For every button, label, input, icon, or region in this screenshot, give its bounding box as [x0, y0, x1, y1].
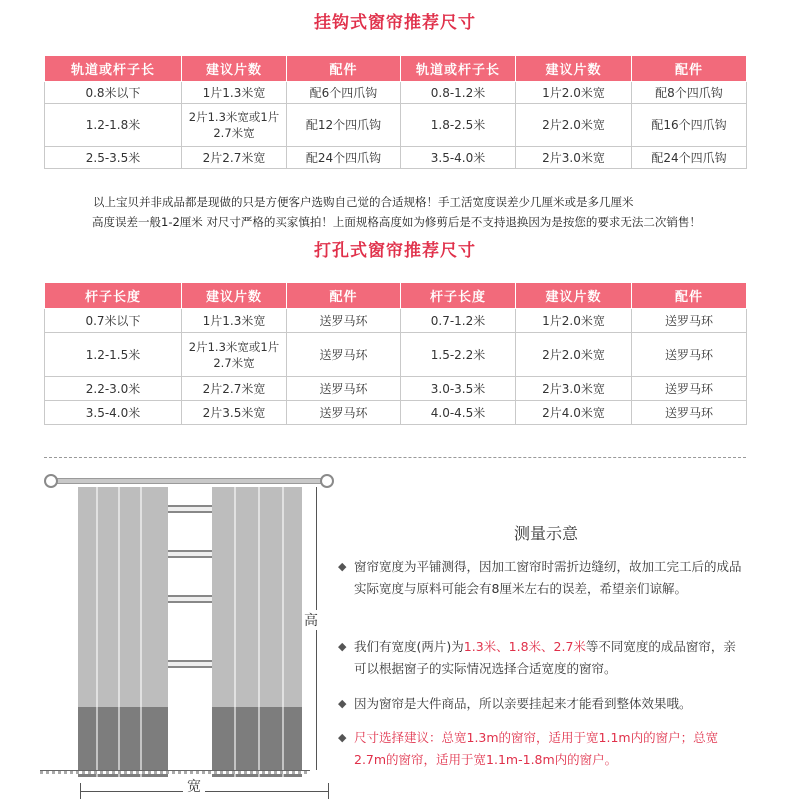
- table-cell: 2.2-3.0米: [45, 377, 182, 401]
- table-cell: 送罗马环: [632, 309, 747, 333]
- note-text: 窗帘宽度为平铺测得，因加工窗帘时需折边缝纫，故加工完工后的成品实际宽度与原料可能会有8厘米左右的误差，希望亲们谅解。: [354, 559, 742, 596]
- table-cell: 4.0-4.5米: [401, 401, 516, 425]
- curtain-fold: [118, 487, 120, 777]
- size-notice-line-2: 高度误差一般1-2厘米 对尺寸严格的买家慎拍！上面规格高度如为修剪后是不支持退换因为是按您的要求无法二次销售！: [92, 215, 701, 229]
- window-frame-bar: [168, 595, 212, 603]
- column-header: 建议片数: [182, 283, 287, 309]
- width-label: 宽: [183, 776, 205, 796]
- floor-line: [40, 770, 310, 774]
- note-text-post: 等不同宽度的成品窗帘，亲可以根据窗子的实际情况选择合适宽度的窗帘。: [354, 639, 736, 676]
- hook-size-table: [44, 55, 747, 169]
- note-highlight-sizes: 1.3米、1.8米、2.7米: [463, 639, 586, 654]
- curtain-fold: [140, 487, 142, 777]
- table-header-row: [45, 56, 747, 82]
- table-cell: 2片2.7米宽: [182, 377, 287, 401]
- hook-section-title: 挂钩式窗帘推荐尺寸: [314, 13, 476, 33]
- section-divider: [44, 457, 746, 458]
- curtain-hem: [212, 707, 302, 777]
- window-frame-bar: [168, 505, 212, 513]
- table-cell: 2片1.3米宽或1片2.7米宽: [182, 104, 287, 147]
- curtain-fabric: [212, 487, 302, 707]
- column-header: 杆子长度: [401, 283, 516, 309]
- column-header: 轨道或杆子长: [45, 56, 182, 82]
- measurement-note: [338, 727, 748, 771]
- table-cell: 配16个四爪钩: [632, 104, 747, 147]
- table-cell: 3.0-3.5米: [401, 377, 516, 401]
- measurement-note: [338, 636, 748, 680]
- column-header: 建议片数: [516, 56, 632, 82]
- table-row: [45, 377, 747, 401]
- table-cell: 配24个四爪钩: [287, 147, 401, 169]
- table-cell: 1.2-1.8米: [45, 104, 182, 147]
- table-cell: 2片3.0米宽: [516, 147, 632, 169]
- table-cell: 2片4.0米宽: [516, 401, 632, 425]
- curtain-panel-left: [78, 487, 168, 787]
- table-cell: 1片1.3米宽: [182, 309, 287, 333]
- curtain-panel-right: [212, 487, 302, 787]
- table-cell: 送罗马环: [287, 377, 401, 401]
- table-cell: 0.8-1.2米: [401, 82, 516, 104]
- height-label: 高: [304, 610, 318, 630]
- column-header: 配件: [632, 283, 747, 309]
- curtain-fold: [258, 487, 260, 777]
- column-header: 轨道或杆子长: [401, 56, 516, 82]
- table-row: [45, 82, 747, 104]
- table-cell: 1片2.0米宽: [516, 309, 632, 333]
- table-cell: 3.5-4.0米: [45, 401, 182, 425]
- curtain-hem: [78, 707, 168, 777]
- table-row: [45, 104, 747, 147]
- size-suggestion-text: 尺寸选择建议：总宽1.3m的窗帘，适用于宽1.1m内的窗户；总宽2.7m的窗帘，适用于宽1.1m-1.8m内的窗户。: [354, 730, 719, 767]
- table-row: [45, 309, 747, 333]
- table-cell: 1.8-2.5米: [401, 104, 516, 147]
- table-cell: 3.5-4.0米: [401, 147, 516, 169]
- table-cell: 0.7米以下: [45, 309, 182, 333]
- table-row: [45, 333, 747, 377]
- curtain-measurement-illustration: [40, 465, 340, 805]
- table-cell: 1片2.0米宽: [516, 82, 632, 104]
- rod-finial-right: [320, 474, 334, 488]
- diamond-bullet-icon: ◆: [338, 640, 347, 653]
- measurement-title: 测量示意: [514, 524, 579, 543]
- window-frame-bar: [168, 660, 212, 668]
- width-tick-right: [328, 783, 329, 799]
- table-cell: 0.8米以下: [45, 82, 182, 104]
- table-cell: 2片2.7米宽: [182, 147, 287, 169]
- table-cell: 2片3.0米宽: [516, 377, 632, 401]
- rod-finial-left: [44, 474, 58, 488]
- column-header: 建议片数: [182, 56, 287, 82]
- table-cell: 2片3.5米宽: [182, 401, 287, 425]
- column-header: 杆子长度: [45, 283, 182, 309]
- table-cell: 送罗马环: [632, 401, 747, 425]
- table-cell: 配12个四爪钩: [287, 104, 401, 147]
- curtain-rod: [50, 478, 330, 484]
- table-cell: 送罗马环: [287, 309, 401, 333]
- table-cell: 送罗马环: [632, 377, 747, 401]
- window-frame-bar: [168, 550, 212, 558]
- table-cell: 0.7-1.2米: [401, 309, 516, 333]
- table-cell: 2.5-3.5米: [45, 147, 182, 169]
- grommet-size-table: [44, 282, 747, 425]
- curtain-fold: [282, 487, 284, 777]
- curtain-fold: [96, 487, 98, 777]
- table-cell: 2片2.0米宽: [516, 104, 632, 147]
- measurement-note: [338, 556, 748, 600]
- curtain-fabric: [78, 487, 168, 707]
- table-header-row: [45, 283, 747, 309]
- column-header: 建议片数: [516, 283, 632, 309]
- table-cell: 送罗马环: [287, 333, 401, 377]
- column-header: 配件: [287, 56, 401, 82]
- table-cell: 2片1.3米宽或1片2.7米宽: [182, 333, 287, 377]
- note-text-pre: 我们有宽度(两片)为: [354, 639, 464, 654]
- table-cell: 1.2-1.5米: [45, 333, 182, 377]
- table-cell: 配6个四爪钩: [287, 82, 401, 104]
- table-row: [45, 147, 747, 169]
- measurement-note: [338, 693, 748, 715]
- table-row: [45, 401, 747, 425]
- column-header: 配件: [287, 283, 401, 309]
- table-cell: 1.5-2.2米: [401, 333, 516, 377]
- note-text: 因为窗帘是大件商品，所以亲要挂起来才能看到整体效果哦。: [354, 696, 692, 711]
- diamond-bullet-icon: ◆: [338, 697, 347, 710]
- table-cell: 配24个四爪钩: [632, 147, 747, 169]
- grommet-section-title: 打孔式窗帘推荐尺寸: [314, 241, 476, 261]
- width-tick-left: [80, 783, 81, 799]
- table-cell: 送罗马环: [632, 333, 747, 377]
- diamond-bullet-icon: ◆: [338, 731, 347, 744]
- table-cell: 送罗马环: [287, 401, 401, 425]
- column-header: 配件: [632, 56, 747, 82]
- curtain-fold: [234, 487, 236, 777]
- diamond-bullet-icon: ◆: [338, 560, 347, 573]
- size-notice-line-1: 以上宝贝并非成品都是现做的只是方便客户选购自己觉的合适规格！手工活宽度误差少几厘米或是多几厘米: [93, 195, 634, 209]
- note-text: [338, 636, 748, 680]
- table-cell: 配8个四爪钩: [632, 82, 747, 104]
- table-cell: 2片2.0米宽: [516, 333, 632, 377]
- table-cell: 1片1.3米宽: [182, 82, 287, 104]
